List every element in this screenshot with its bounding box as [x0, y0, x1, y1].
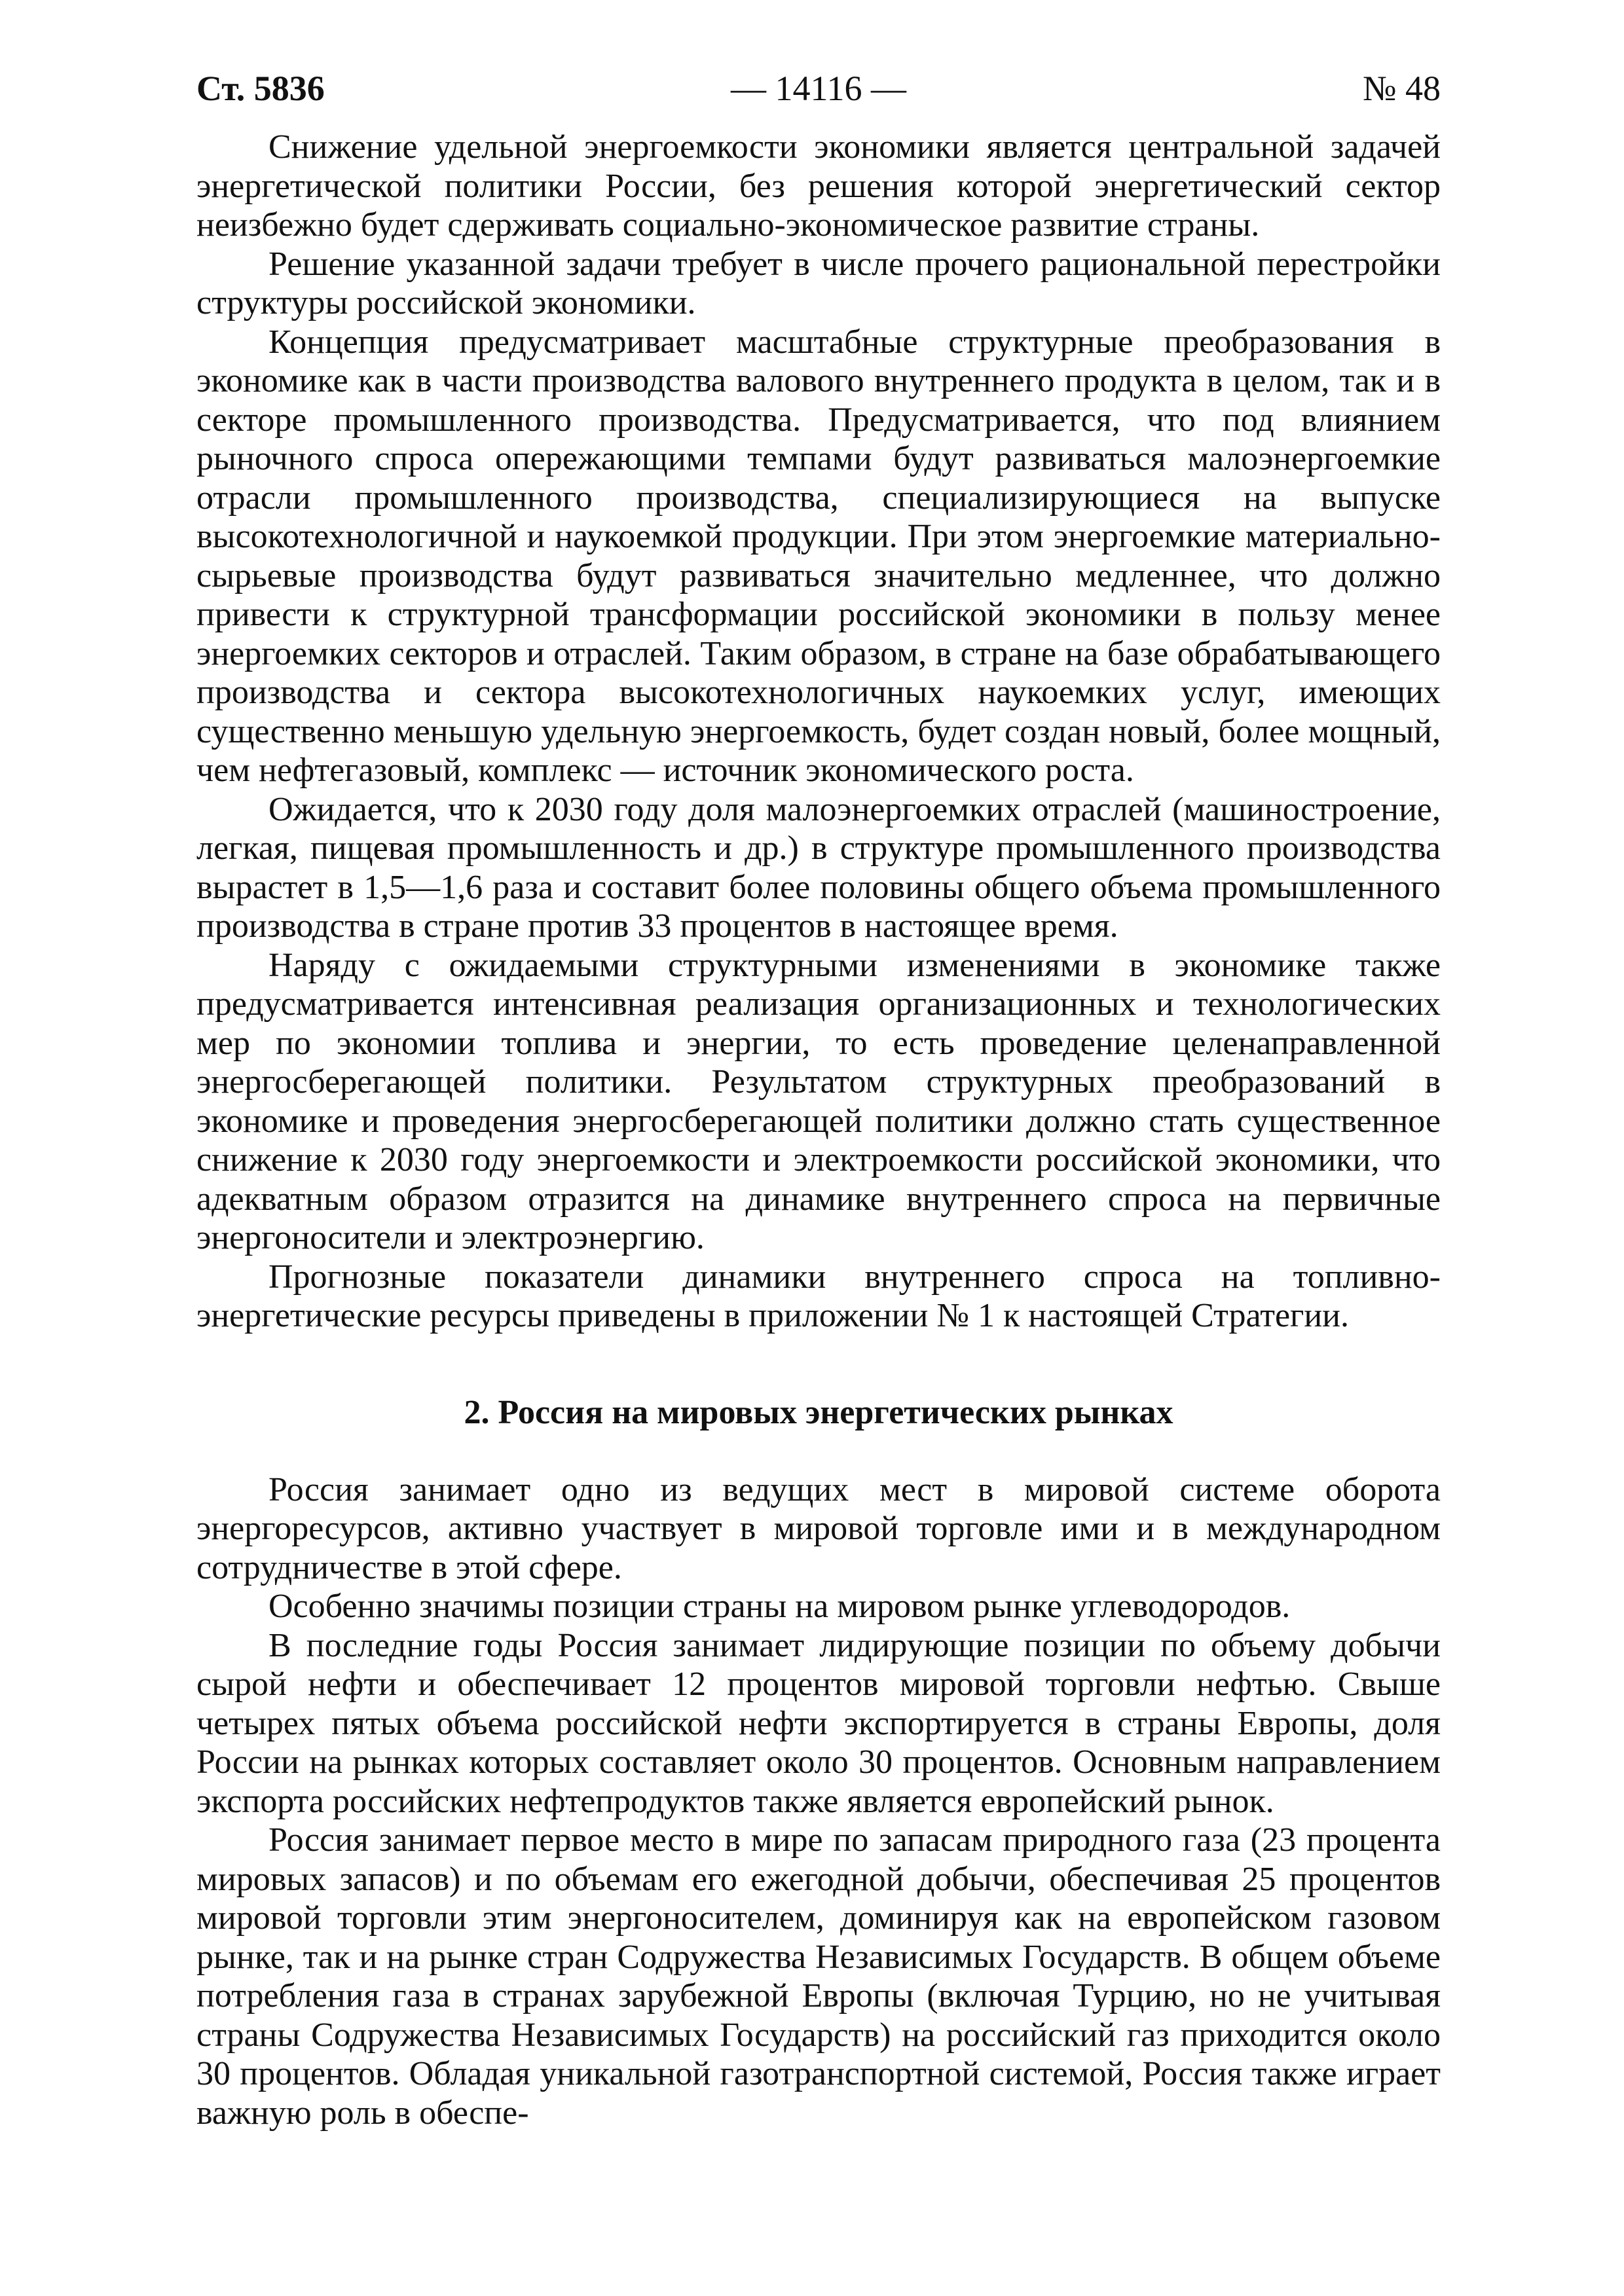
document-body: [196, 128, 1441, 2132]
paragraph: Наряду с ожидаемыми структурными изменениями в экономике также предусматривается интенсивная реализация организационных и технологических мер по экономии топлива и энергии, то есть проведение целенаправленной энергосберегающей политики. Результатом структурных преобразований в экономике и проведения энергосберегающей политики должно стать существенное снижение к 2030 году энергоемкости и электроемкости российской экономики, что адекватным образом отразится на динамике внутреннего спроса на первичные энергоносители и электроэнергию.: [196, 946, 1441, 1256]
document-page: [196, 62, 1441, 2132]
issue-number: № 48: [1362, 69, 1441, 108]
section-heading: 2. Россия на мировых энергетических рынках: [464, 1393, 1173, 1431]
paragraph: Ожидается, что к 2030 году доля малоэнергоемких отраслей (машиностроение, легкая, пищевая промышленность и др.) в структуре промышленного производства вырастет в 1,5—1,6 раза и составит более половины общего объема промышленного производства в стране против 33 процентов в настоящее время.: [196, 790, 1441, 945]
paragraph: Россия занимает одно из ведущих мест в мировой системе оборота энергоресурсов, активно участвует в мировой торговле ими и в международном сотрудничестве в этой сфере.: [196, 1470, 1441, 1586]
paragraph: Особенно значимы позиции страны на мировом рынке углеводородов.: [268, 1588, 1291, 1625]
paragraph: В последние годы Россия занимает лидирующие позиции по объему добычи сырой нефти и обеспечивает 12 процентов мировой торговли нефтью. Свыше четырех пятых объема российской нефти экспортируется в страны Европы, доля России на рынках которых составляет около 30 процентов. Основным направлением экспорта российских нефтепродуктов также является европейский рынок.: [196, 1626, 1441, 1820]
paragraph: Снижение удельной энергоемкости экономики является центральной задачей энергетической политики России, без решения которой энергетический сектор неизбежно будет сдерживать социально-экономическое развитие страны.: [196, 128, 1441, 244]
paragraph: Концепция предусматривает масштабные структурные преобразования в экономике как в части производства валового внутреннего продукта в целом, так и в секторе промышленного производства. Предусматривается, что под влиянием рыночного спроса опережающими темпами будут развиваться малоэнергоемкие отрасли промышленного производства, специализирующиеся на выпуске высокотехнологичной и наукоемкой продукции. При этом энергоемкие материально-сырьевые производства будут развиваться значительно медленнее, что должно привести к структурной трансформации российской экономики в пользу менее энергоемких секторов и отраслей. Таким образом, в стране на базе обрабатывающего производства и сектора высокотехнологичных наукоемких услуг, имеющих существенно меньшую удельную энергоемкость, будет создан новый, более мощный, чем нефтегазовый, комплекс — источник экономического роста.: [196, 323, 1441, 789]
paragraph: Решение указанной задачи требует в числе прочего рациональной перестройки структуры российской экономики.: [196, 245, 1441, 321]
page-header: [196, 62, 1441, 115]
page-number: — 14116 —: [731, 69, 906, 108]
paragraph: Россия занимает первое место в мире по запасам природного газа (23 процента мировых запасов) и по объемам его ежегодной добычи, обеспечивая 25 процентов мировой торговли этим энергоносителем, доминируя как на европейском газовом рынке, так и на рынке стран Содружества Независимых Государств. В общем объеме потребления газа в странах зарубежной Европы (включая Турцию, но не учитывая страны Содружества Независимых Государств) на российский газ приходится около 30 процентов. Обладая уникальной газотранспортной системой, Россия также играет важную роль в обеспе-: [196, 1821, 1441, 2132]
article-number: Ст. 5836: [196, 69, 325, 108]
paragraph: Прогнозные показатели динамики внутреннего спроса на топливно-энергетические ресурсы приведены в приложении № 1 к настоящей Стратегии.: [196, 1258, 1441, 1334]
